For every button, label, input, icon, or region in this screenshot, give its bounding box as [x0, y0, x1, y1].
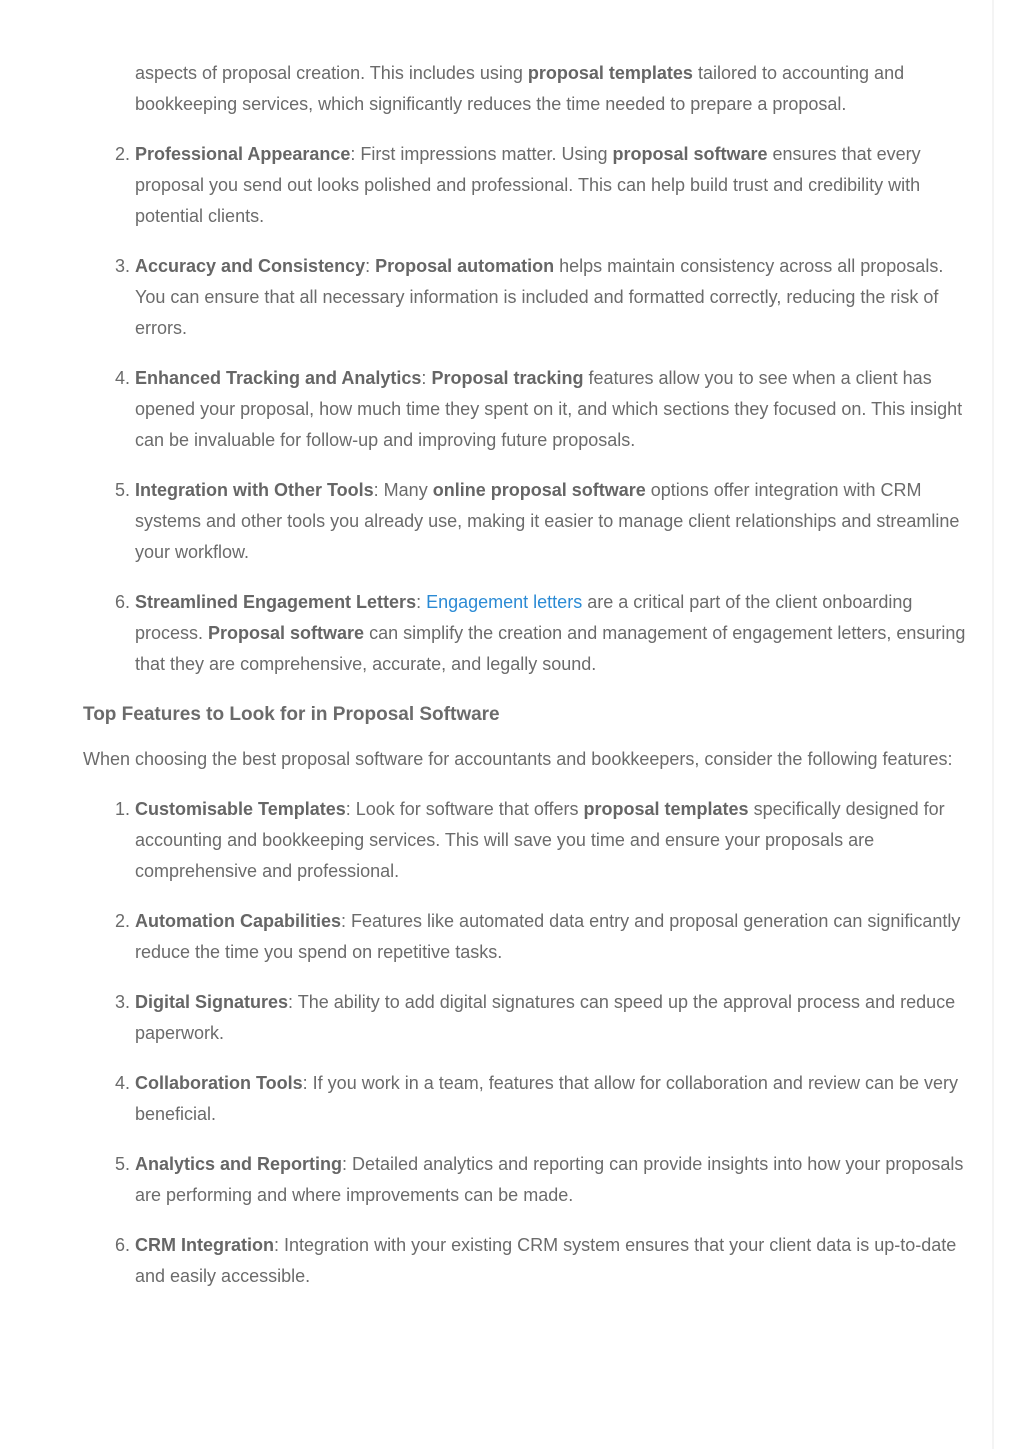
page-edge-divider [992, 0, 994, 1449]
text-run: ensures that every proposal you send out looks polished and professional. This can help build trust and credibility with potential clients. [135, 144, 921, 226]
text-run: : Integration with your existing CRM system ensures that your client data is up-to-date and easily accessible. [135, 1235, 957, 1286]
list-item-title: Analytics and Reporting [135, 1154, 343, 1174]
benefits-list-continued [83, 139, 973, 680]
text-run: features allow you to see when a client has opened your proposal, how much time they spent on it, and which sections they focused on. This insight can be invaluable for follow-up and improving future proposals. [135, 368, 963, 450]
text-run: : [416, 592, 427, 612]
text-run: can simplify the creation and management of engagement letters, ensuring that they are comprehensive, accurate, and legally sound. [135, 623, 966, 674]
bold-phrase: proposal software [612, 144, 768, 164]
list-item-continuation [135, 58, 973, 120]
text-run: aspects of proposal creation. This includes using [135, 63, 528, 83]
text-run: : The ability to add digital signatures can speed up the approval process and reduce paperwork. [135, 992, 956, 1043]
list-item-title: Digital Signatures [135, 992, 289, 1012]
list-item [135, 794, 973, 887]
list-item-title: Enhanced Tracking and Analytics [135, 368, 422, 388]
list-item [135, 1149, 973, 1211]
list-item-title: Accuracy and Consistency [135, 256, 366, 276]
list-item-title: CRM Integration [135, 1235, 274, 1255]
list-item-title: Professional Appearance [135, 144, 351, 164]
text-run: : [365, 256, 376, 276]
list-item-title: Collaboration Tools [135, 1073, 303, 1093]
list-item-title: Customisable Templates [135, 799, 346, 819]
benefits-list [83, 58, 973, 120]
list-item [135, 363, 973, 456]
list-item [135, 1068, 973, 1130]
text-run: specifically designed for accounting and bookkeeping services. This will save you time and ensure your proposals are comprehensive and professional. [135, 799, 945, 881]
list-item [135, 1230, 973, 1292]
engagement-letters-link[interactable]: Engagement letters [426, 592, 583, 612]
article-body [83, 58, 973, 1311]
bold-phrase: Proposal software [208, 623, 365, 643]
list-item-title: Automation Capabilities [135, 911, 342, 931]
text-run: : First impressions matter. Using [350, 144, 613, 164]
text-run: : Features like automated data entry and proposal generation can significantly reduce the time you spend on repetitive tasks. [135, 911, 961, 962]
list-item [135, 139, 973, 232]
bold-phrase: proposal templates [527, 63, 693, 83]
bold-phrase: Proposal automation [375, 256, 555, 276]
bold-phrase: proposal templates [583, 799, 749, 819]
text-run: : If you work in a team, features that allow for collaboration and review can be very beneficial. [135, 1073, 959, 1124]
list-item [135, 587, 973, 680]
bold-phrase: Proposal tracking [431, 368, 584, 388]
text-run: : Look for software that offers [345, 799, 584, 819]
bold-phrase: online proposal software [432, 480, 646, 500]
text-run: options offer integration with CRM systems and other tools you already use, making it easier to manage client relationships and streamline your workflow. [135, 480, 960, 562]
text-run: : Many [373, 480, 433, 500]
list-item-title: Integration with Other Tools [135, 480, 374, 500]
features-list [83, 794, 973, 1292]
list-item [135, 475, 973, 568]
text-run: are a critical part of the client onboarding process. [135, 592, 913, 643]
text-run: tailored to accounting and bookkeeping services, which significantly reduces the time needed to prepare a proposal. [135, 63, 905, 114]
list-item [135, 906, 973, 968]
text-run: : [421, 368, 432, 388]
text-run: : Detailed analytics and reporting can provide insights into how your proposals are performing and where improvements can be made. [135, 1154, 964, 1205]
section-intro: When choosing the best proposal software for accountants and bookkeepers, consider the following features: [83, 749, 953, 769]
section-heading: Top Features to Look for in Proposal Software [83, 704, 500, 725]
list-item [135, 251, 973, 344]
list-item [135, 987, 973, 1049]
text-run: helps maintain consistency across all proposals. You can ensure that all necessary information is included and formatted correctly, reducing the risk of errors. [135, 256, 944, 338]
list-item-title: Streamlined Engagement Letters [135, 592, 417, 612]
